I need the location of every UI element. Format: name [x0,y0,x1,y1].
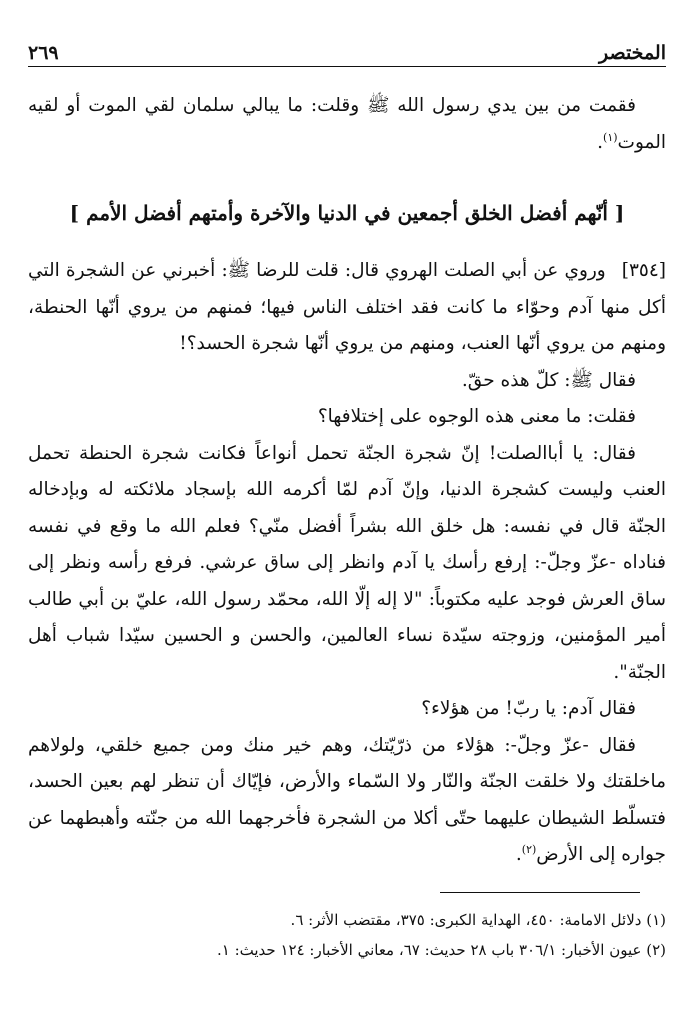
intro-paragraph [28,88,666,161]
footnote-2: (٢) عيون الأخبار: ٣٠٦/١ باب ٢٨ حديث: ٦٧، معاني الأخبار: ١٢٤ حديث: ١. [216,941,666,959]
hadith-text-1: وروي عن أبي الصلت الهروي قال: قلت للرضا ﷺ: أخبرني عن الشجرة التي أكل منها آدم وحوّاء ما كانت فقد اختلف الناس فيها؛ فمنهم من يروي أنّها الحنطة، ومنهم من يروي أنّها العنب، ومنهم من يروي أنّها شجرة الحسد؟! [28,260,666,354]
hadith-text-6: فقال -عزّ وجلّ-: هؤلاء من ذرّيّتك، وهم خير منك ومن جميع خلقي، ولولاهم ماخلقتك ولا خلقت الجنّة والنّار ولا السّماء والأرض، فإيّاك أن تنظر لهم بعين الحسد، فتسلّط الشيطان عليهما حتّى أكلا من الشجرة فأخرجهما الله من جنّته وأهبطهما عن جواره إلى الأرض [28,734,666,865]
hadith-paragraph-2: فقال ﷺ: كلّ هذه حقّ. [461,369,636,391]
hadith-paragraph-4: فقال: يا أباالصلت! إنّ شجرة الجنّة تحمل أنواعاً فكانت شجرة الحنطة تحمل العنب وليست كشجرة الدنيا، وإنّ آدم لمّا أكرمه الله بإسجاد ملائكته له وبإدخاله الجنّة قال في نفسه: هل خلق الله بشراً أفضل منّي؟ فعلم الله ما وقع في نفسه فناداه -عزّ وجلّ-: إرفع رأسك يا آدم وانظر إلى ساق عرشي. فرفع رأسه ونظر إلى ساق العرش فوجد عليه مكتوباً: "لا إله إلّا الله، محمّد رسول الله، عليّ بن أبي طالب أمير المؤمنين، وزوجته سيّدة نساء العالمين، والحسن و الحسين سيّدا شباب أهل الجنّة". [28,442,666,683]
book-title: المختصر [598,42,666,64]
page-header [28,38,666,68]
footnote-ref-2: (٢) [521,842,537,856]
page-body [28,88,666,874]
hadith-paragraph-6 [28,728,666,874]
footnote-1: (١) دلائل الامامة: ٤٥٠، الهداية الكبرى: ٣٧٥، مقتضب الأثر: ٦. [290,911,666,929]
header-divider [28,66,666,67]
footnote-ref-1: (١) [603,130,618,144]
hadith-paragraph-1 [28,253,666,363]
hadith-end-6: . [515,844,522,865]
hadith-paragraph-3: فقلت: ما معنى هذه الوجوه على إختلافها؟ [317,406,636,427]
intro-end: . [597,131,604,153]
hadith-paragraph-5: فقال آدم: يا ربّ! من هؤلاء؟ [421,698,636,719]
section-heading: [ أنّهم أفضل الخلق أجمعين في الدنيا والآخرة وأمتهم أفضل الأمم ] [69,201,625,225]
hadith-number: [٣٥٤] [621,260,666,281]
intro-text: فقمت من بين يدي رسول الله ﷺ وقلت: ما يبالي سلمان لقي الموت أو لقيه الموت [28,95,666,153]
page-number: ٢٦٩ [28,42,59,64]
footnotes [28,906,666,966]
footnote-divider [440,892,640,893]
